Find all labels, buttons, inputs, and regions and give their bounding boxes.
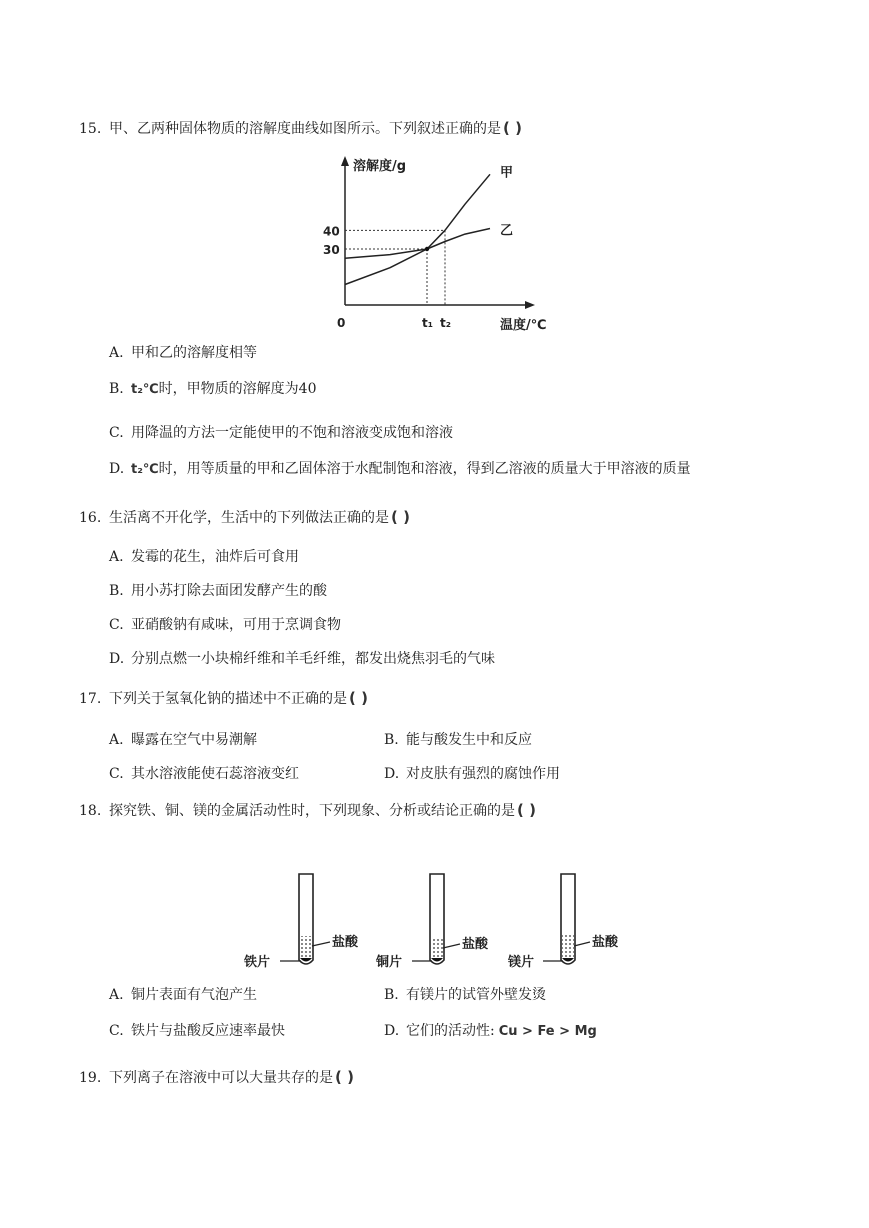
x-tick-label: t₁ — [422, 316, 433, 330]
q15-option-d[interactable] — [109, 458, 691, 478]
option-text: 曝露在空气中易潮解 — [131, 732, 257, 748]
answer-paren: ( ) — [517, 801, 536, 819]
x-axis-label: 温度/℃ — [500, 318, 547, 333]
question-number: 15. — [79, 121, 102, 137]
y-tick-label: 40 — [323, 224, 340, 239]
option-label: D. — [109, 651, 125, 667]
q17-option-c[interactable] — [109, 763, 299, 783]
test-tubes-figure — [240, 862, 640, 977]
answer-paren: ( ) — [335, 1068, 354, 1086]
question-text: 下列关于氢氧化钠的描述中不正确的是 — [109, 691, 347, 707]
test-tube-magnesium — [507, 874, 619, 970]
q17-option-d[interactable] — [384, 763, 560, 783]
option-label: C. — [109, 766, 124, 782]
q16-option-d[interactable] — [109, 648, 495, 668]
question-text: 甲、乙两种固体物质的溶解度曲线如图所示。下列叙述正确的是 — [109, 121, 501, 137]
q16-option-c[interactable] — [109, 614, 341, 634]
y-axis-arrow — [341, 156, 349, 166]
metal-label: 铜片 — [376, 955, 403, 970]
option-label: D. — [384, 1023, 400, 1039]
option-label: C. — [109, 1023, 124, 1039]
option-text: 发霉的花生，油炸后可食用 — [131, 549, 299, 565]
q18-option-d[interactable] — [384, 1020, 597, 1040]
option-text: 用小苏打除去面团发酵产生的酸 — [131, 583, 327, 599]
question-16 — [79, 507, 410, 527]
option-text: 有镁片的试管外壁发烫 — [406, 987, 546, 1003]
option-text: 时，用等质量的甲和乙固体溶于水配制饱和溶液，得到乙溶液的质量大于甲溶液的质量 — [158, 461, 691, 477]
option-label: B. — [109, 381, 124, 397]
option-text: 时，甲物质的溶解度为40 — [158, 381, 317, 397]
q16-option-b[interactable] — [109, 580, 327, 600]
option-label: A. — [109, 732, 124, 748]
x-tick-label: t₂ — [440, 316, 451, 330]
question-text: 下列离子在溶液中可以大量共存的是 — [109, 1070, 333, 1086]
option-text: 铁片与盐酸反应速率最快 — [131, 1023, 285, 1039]
q15-option-b[interactable] — [109, 378, 316, 398]
acid-label: 盐酸 — [462, 937, 489, 952]
option-text: 分别点燃一小块棉纤维和羊毛纤维，都发出烧焦羽毛的气味 — [131, 651, 495, 667]
option-label: A. — [109, 345, 124, 361]
option-label: C. — [109, 425, 124, 441]
q18-option-a[interactable] — [109, 984, 257, 1004]
question-15 — [79, 118, 522, 138]
q15-option-a[interactable] — [109, 342, 257, 362]
series-label-2: 乙 — [500, 223, 514, 239]
option-text: 能与酸发生中和反应 — [406, 732, 532, 748]
t2-symbol: t₂℃ — [131, 382, 159, 397]
option-text: 其水溶液能使石蕊溶液变红 — [131, 766, 299, 782]
q15-option-c[interactable] — [109, 422, 453, 442]
solubility-chart — [325, 150, 565, 340]
q17-option-a[interactable] — [109, 729, 257, 749]
metal-label: 镁片 — [508, 955, 535, 970]
option-label: A. — [109, 987, 124, 1003]
option-text: 甲和乙的溶解度相等 — [131, 345, 257, 361]
series-line-1 — [345, 174, 490, 284]
question-number: 17. — [79, 691, 102, 707]
question-17 — [79, 688, 368, 708]
x-axis-arrow — [525, 301, 535, 309]
question-text: 生活离不开化学，生活中的下列做法正确的是 — [109, 510, 389, 526]
acid-label: 盐酸 — [592, 935, 619, 950]
q18-option-c[interactable] — [109, 1020, 285, 1040]
question-number: 19. — [79, 1070, 102, 1086]
option-label: B. — [384, 732, 399, 748]
option-text: 它们的活动性: — [406, 1023, 495, 1039]
question-18 — [79, 800, 536, 820]
y-axis-label: 溶解度/g — [353, 159, 407, 174]
origin-label: 0 — [337, 316, 346, 330]
test-tube-copper — [375, 874, 489, 970]
series-label-1: 甲 — [500, 165, 514, 181]
option-text: 用降温的方法一定能使甲的不饱和溶液变成饱和溶液 — [131, 425, 453, 441]
question-text: 探究铁、铜、镁的金属活动性时，下列现象、分析或结论正确的是 — [109, 803, 515, 819]
q17-option-b[interactable] — [384, 729, 532, 749]
option-label: C. — [109, 617, 124, 633]
answer-paren: ( ) — [503, 119, 522, 137]
option-text: 铜片表面有气泡产生 — [131, 987, 257, 1003]
activity-formula: Cu > Fe > Mg — [498, 1024, 597, 1039]
option-label: D. — [384, 766, 400, 782]
question-19 — [79, 1067, 354, 1087]
q16-option-a[interactable] — [109, 546, 299, 566]
t2-symbol: t₂℃ — [131, 462, 159, 477]
answer-paren: ( ) — [391, 508, 410, 526]
question-number: 18. — [79, 803, 102, 819]
option-label: B. — [109, 583, 124, 599]
question-number: 16. — [79, 510, 102, 526]
q18-option-b[interactable] — [384, 984, 546, 1004]
answer-paren: ( ) — [349, 689, 368, 707]
option-label: B. — [384, 987, 399, 1003]
acid-label: 盐酸 — [332, 935, 359, 950]
y-tick-label: 30 — [323, 243, 340, 257]
option-text: 对皮肤有强烈的腐蚀作用 — [406, 766, 560, 782]
test-tube-iron — [243, 874, 359, 970]
option-label: A. — [109, 549, 124, 565]
metal-label: 铁片 — [244, 955, 271, 970]
option-label: D. — [109, 461, 125, 477]
intersection-point — [425, 247, 429, 251]
option-text: 亚硝酸钠有咸味，可用于烹调食物 — [131, 617, 341, 633]
